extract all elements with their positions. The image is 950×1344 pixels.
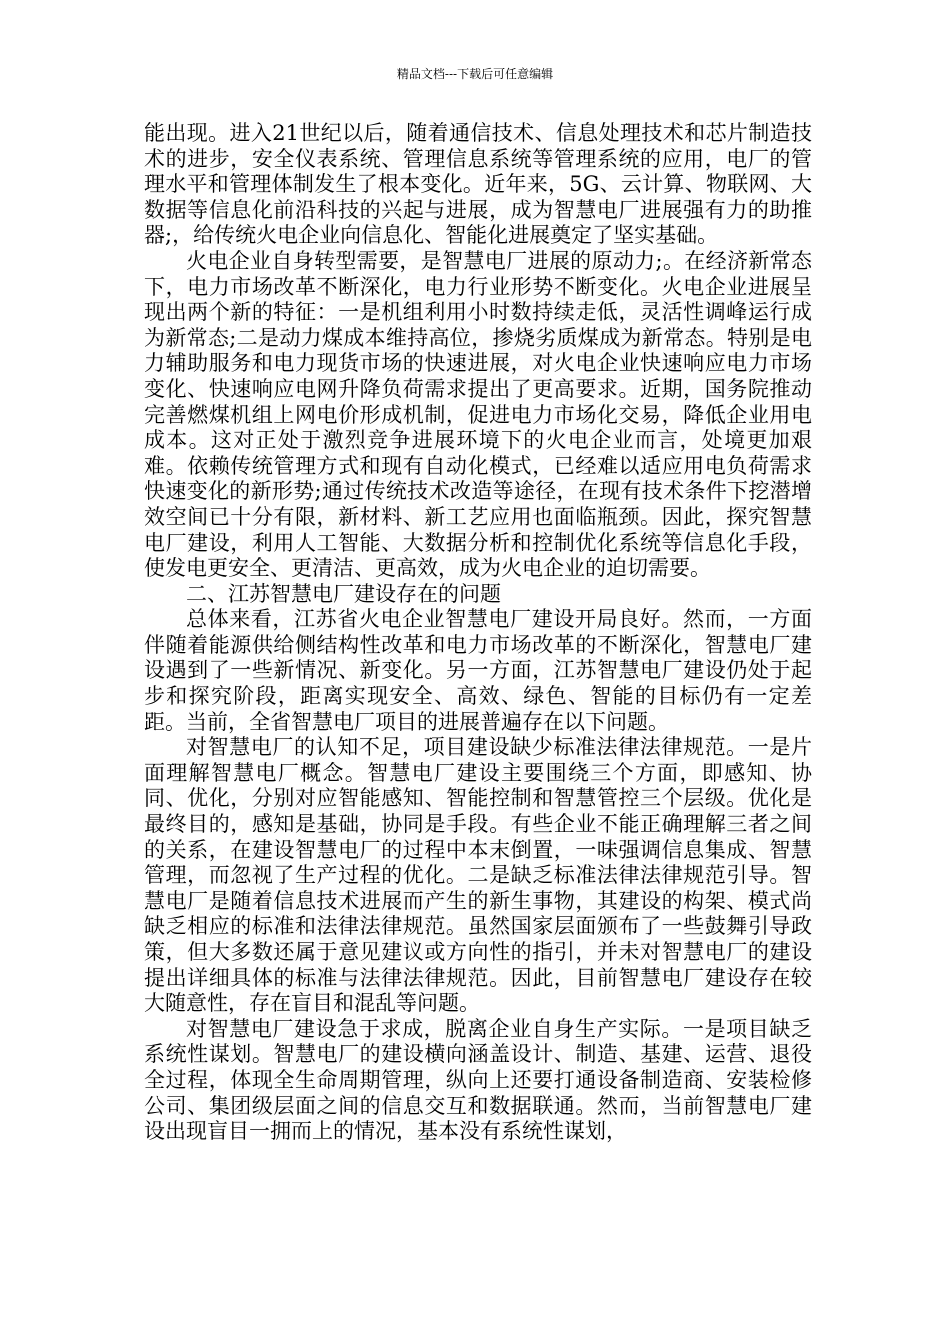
paragraph-4: 对智慧电厂的认知不足，项目建设缺少标准法律法律规范。一是片面理解智慧电厂概念。智慧电厂建设主要围绕三个方面，即感知、协同、优化，分别对应智能感知、智能控制和智慧管控三个层级。优化是最终目的，感知是基础，协同是手段。有些企业不能正确理解三者之间的关系，在建设智慧电厂的过程中本末倒置，一味强调信息集成、智慧管理，而忽视了生产过程的优化。二是缺乏标准法律法律规范引导。智慧电厂是随着信息技术进展而产生的新生事物，其建设的构架、模式尚缺乏相应的标准和法律法律规范。虽然国家层面颁布了一些鼓舞引导政策，但大多数还属于意见建议或方向性的指引，并未对智慧电厂的建设提出详细具体的标准与法律法律规范。因此，目前智慧电厂建设存在较大随意性，存在盲目和混乱等问题。	[144, 735, 812, 1016]
paragraph-5: 对智慧电厂建设急于求成，脱离企业自身生产实际。一是项目缺乏系统性谋划。智慧电厂的建设横向涵盖设计、制造、基建、运营、退役全过程，体现全生命周期管理，纵向上还要打通设备制造商、安装检修公司、集团级层面之间的信息交互和数据联通。然而，当前智慧电厂建设出现盲目一拥而上的情况，基本没有系统性谋划，	[144, 1016, 812, 1144]
paragraph-3: 总体来看，江苏省火电企业智慧电厂建设开局良好。然而，一方面伴随着能源供给侧结构性改革和电力市场改革的不断深化，智慧电厂建设遇到了一些新情况、新变化。另一方面，江苏智慧电厂建设仍处于起步和探究阶段，距离实现安全、高效、绿色、智能的目标仍有一定差距。当前，全省智慧电厂项目的进展普遍存在以下问题。	[144, 607, 812, 734]
paragraph-2: 火电企业自身转型需要，是智慧电厂进展的原动力;。在经济新常态下，电力市场改革不断深化，电力行业形势不断变化。火电企业进展呈现出两个新的特征：一是机组利用小时数持续走低，灵活性调峰运行成为新常态;二是动力煤成本维持高位，掺烧劣质煤成为新常态。特别是电力辅助服务和电力现货市场的快速进展，对火电企业快速响应电力市场变化、快速响应电网升降负荷需求提出了更高要求。近期，国务院推动完善燃煤机组上网电价形成机制，促进电力市场化交易，降低企业用电成本。这对正处于激烈竞争进展环境下的火电企业而言，处境更加艰难。依赖传统管理方式和现有自动化模式，已经难以适应用电负荷需求快速变化的新形势;通过传统技术改造等途径，在现有技术条件下挖潜增效空间已十分有限，新材料、新工艺应用也面临瓶颈。因此，探究智慧电厂建设，利用人工智能、大数据分析和控制优化系统等信息化手段，使发电更安全、更清洁、更高效，成为火电企业的迫切需要。	[144, 248, 812, 581]
document-body	[144, 121, 812, 1145]
page-header: 精品文档---下载后可任意编辑	[396, 67, 554, 81]
section-heading: 二、江苏智慧电厂建设存在的问题	[186, 581, 501, 606]
paragraph-1: 能出现。进入21世纪以后，随着通信技术、信息处理技术和芯片制造技术的进步，安全仪表系统、管理信息系统等管理系统的应用，电厂的管理水平和管理体制发生了根本变化。近年来，5G、云计算、物联网、大数据等信息化前沿科技的兴起与进展，成为智慧电厂进展强有力的助推器;，给传统火电企业向信息化、智能化进展奠定了坚实基础。	[144, 121, 812, 248]
